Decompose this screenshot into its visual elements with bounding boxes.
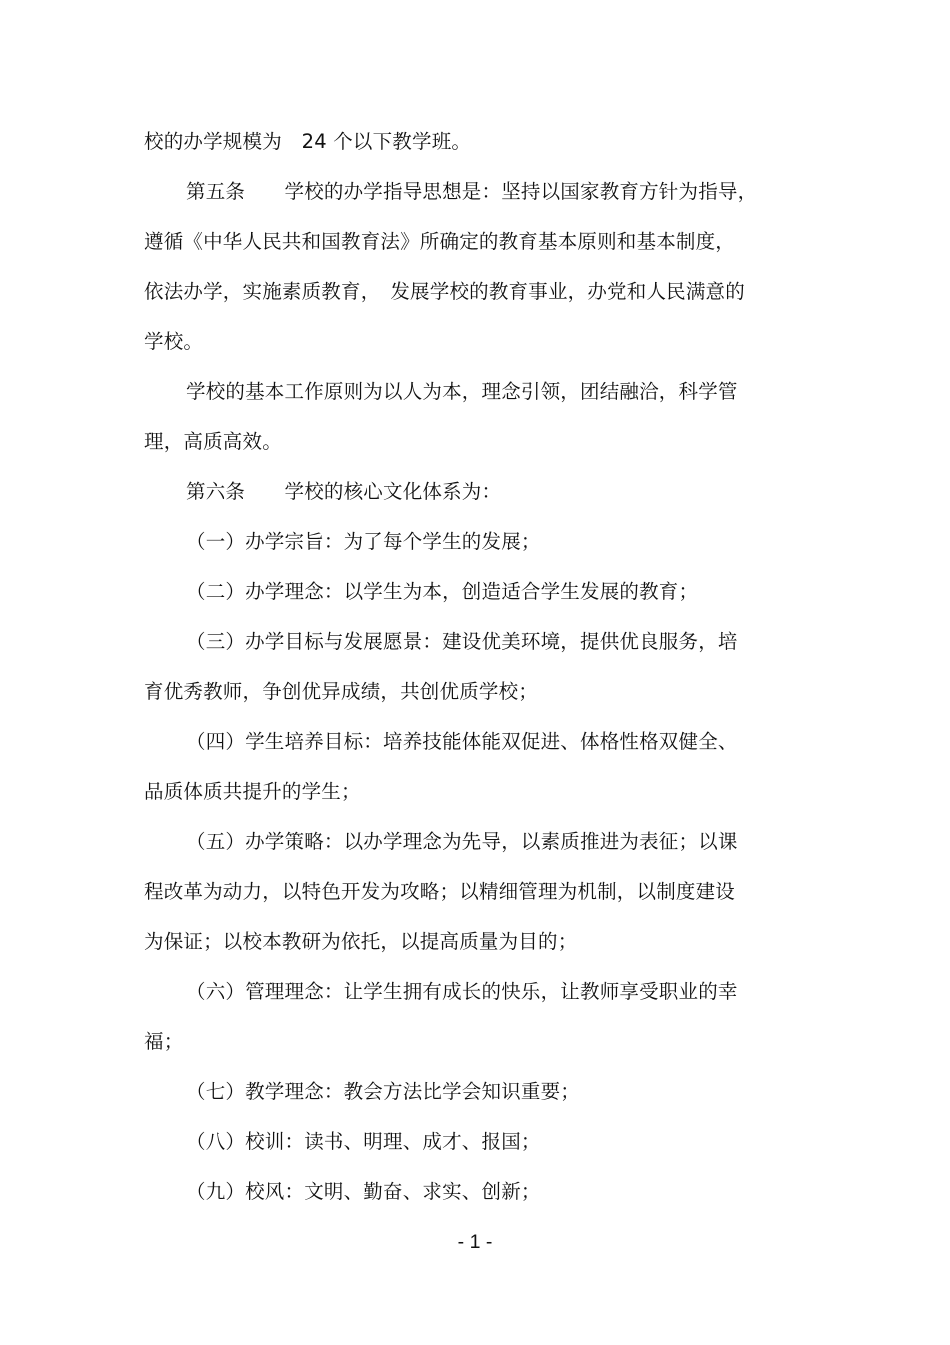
text-line-9: （一）办学宗旨：为了每个学生的发展；: [186, 530, 541, 553]
text-line-3: 遵循《中华人民共和国教育法》所确定的教育基本原则和基本制度，: [144, 230, 736, 253]
text-line-17: 为保证；以校本教研为依托，以提高质量为目的；: [144, 930, 578, 953]
text-line-18: （六）管理理念：让学生拥有成长的快乐，让教师享受职业的幸: [186, 980, 738, 1003]
text-line-16: 程改革为动力，以特色开发为攻略；以精细管理为机制，以制度建设: [144, 880, 736, 903]
text-line-7: 理，高质高效。: [144, 430, 282, 453]
text-line-4: 依法办学，实施素质教育， 发展学校的教育事业，办党和人民满意的: [144, 280, 745, 303]
text-line-19: 福；: [144, 1030, 184, 1053]
text-line-10: （二）办学理念：以学生为本，创造适合学生发展的教育；: [186, 580, 699, 603]
text-line-14: 品质体质共提升的学生；: [144, 780, 361, 803]
text-line-8: 第六条 学校的核心文化体系为：: [186, 480, 502, 503]
text-line-11: （三）办学目标与发展愿景：建设优美环境，提供优良服务，培: [186, 630, 738, 653]
text-line-22: （九）校风：文明、勤奋、求实、创新；: [186, 1180, 541, 1203]
text-line-12: 育优秀教师，争创优异成绩，共创优质学校；: [144, 680, 539, 703]
text-line-15: （五）办学策略：以办学理念为先导，以素质推进为表征；以课: [186, 830, 738, 853]
text-line-6: 学校的基本工作原则为以人为本，理念引领，团结融洽，科学管: [186, 380, 738, 403]
text-line-2: 第五条 学校的办学指导思想是：坚持以国家教育方针为指导，: [186, 180, 758, 203]
text-line-20: （七）教学理念：教会方法比学会知识重要；: [186, 1080, 581, 1103]
text-line-5: 学校。: [144, 330, 204, 353]
page-number: - 1 -: [457, 1231, 493, 1253]
text-line-1: 校的办学规模为 24 个以下教学班。: [144, 130, 472, 153]
text-line-13: （四）学生培养目标：培养技能体能双促进、体格性格双健全、: [186, 730, 738, 753]
text-line-21: （八）校训：读书、明理、成才、报国；: [186, 1130, 541, 1153]
